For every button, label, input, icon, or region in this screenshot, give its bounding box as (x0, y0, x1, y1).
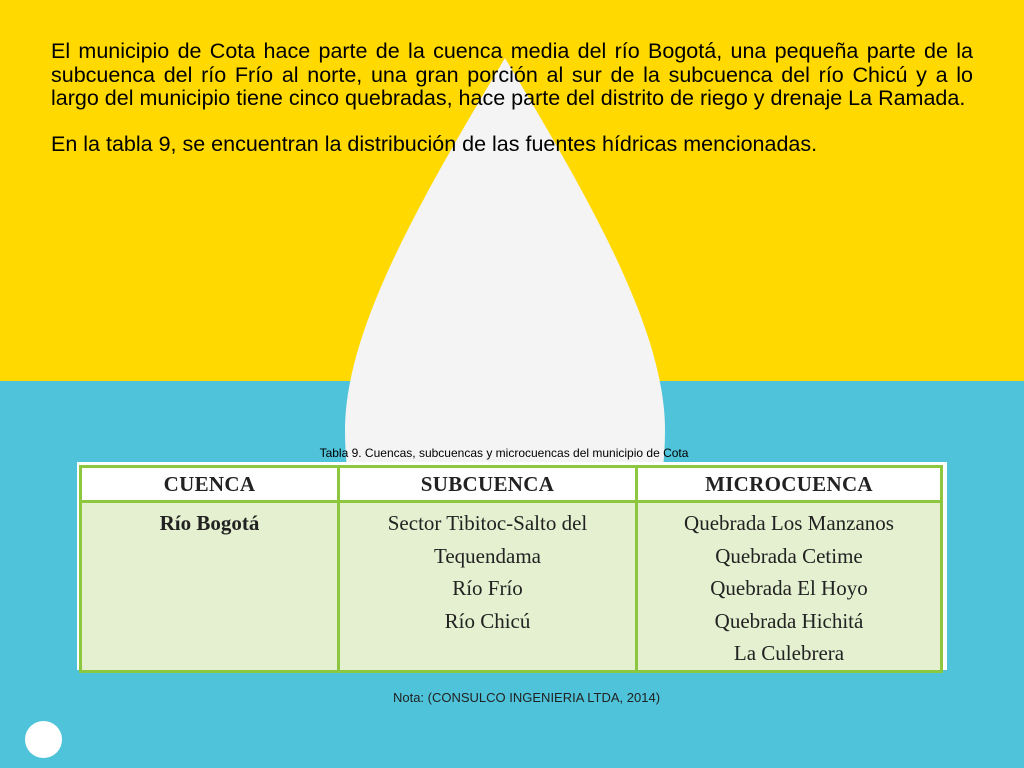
table-reference-paragraph: En la tabla 9, se encuentran la distribución de las fuentes hídricas mencionadas. (51, 131, 818, 156)
table-caption: Tabla 9. Cuencas, subcuencas y microcuencas del municipio de Cota (319, 446, 689, 460)
cuenca-cell: Río Bogotá (81, 502, 339, 672)
header-cuenca: CUENCA (81, 467, 339, 502)
intro-text (51, 40, 973, 156)
watershed-table (77, 462, 947, 670)
subcuenca-cell (339, 502, 637, 672)
intro-paragraph: El municipio de Cota hace parte de la cuenca media del río Bogotá, una pequeña parte de la subcuenca del río Frío al norte, una gran porción al sur de la subcuenca del río Chicú y a lo largo del municipio tiene cinco quebradas, hace parte del distrito de riego y drenaje La Ramada. (51, 39, 973, 110)
microcuenca-item: Quebrada Cetime (715, 543, 863, 568)
header-subcuenca: SUBCUENCA (339, 467, 637, 502)
table-row (81, 502, 942, 672)
microcuenca-item: Quebrada Los Manzanos (684, 511, 894, 535)
subcuenca-item: Sector Tibitoc-Salto del (387, 511, 588, 535)
microcuenca-cell (637, 502, 942, 672)
microcuenca-item: Quebrada El Hoyo (710, 576, 868, 600)
subcuenca-item: Río Chicú (444, 608, 531, 633)
subcuenca-item: Tequendama (434, 543, 541, 568)
subcuenca-item: Río Frío (452, 576, 523, 600)
header-microcuenca: MICROCUENCA (637, 467, 942, 502)
source-note: Nota: (CONSULCO INGENIERIA LTDA, 2014) (392, 690, 661, 705)
microcuenca-item: La Culebrera (733, 641, 845, 665)
slide-nav-circle[interactable] (25, 721, 62, 758)
microcuenca-item: Quebrada Hichitá (714, 608, 864, 633)
